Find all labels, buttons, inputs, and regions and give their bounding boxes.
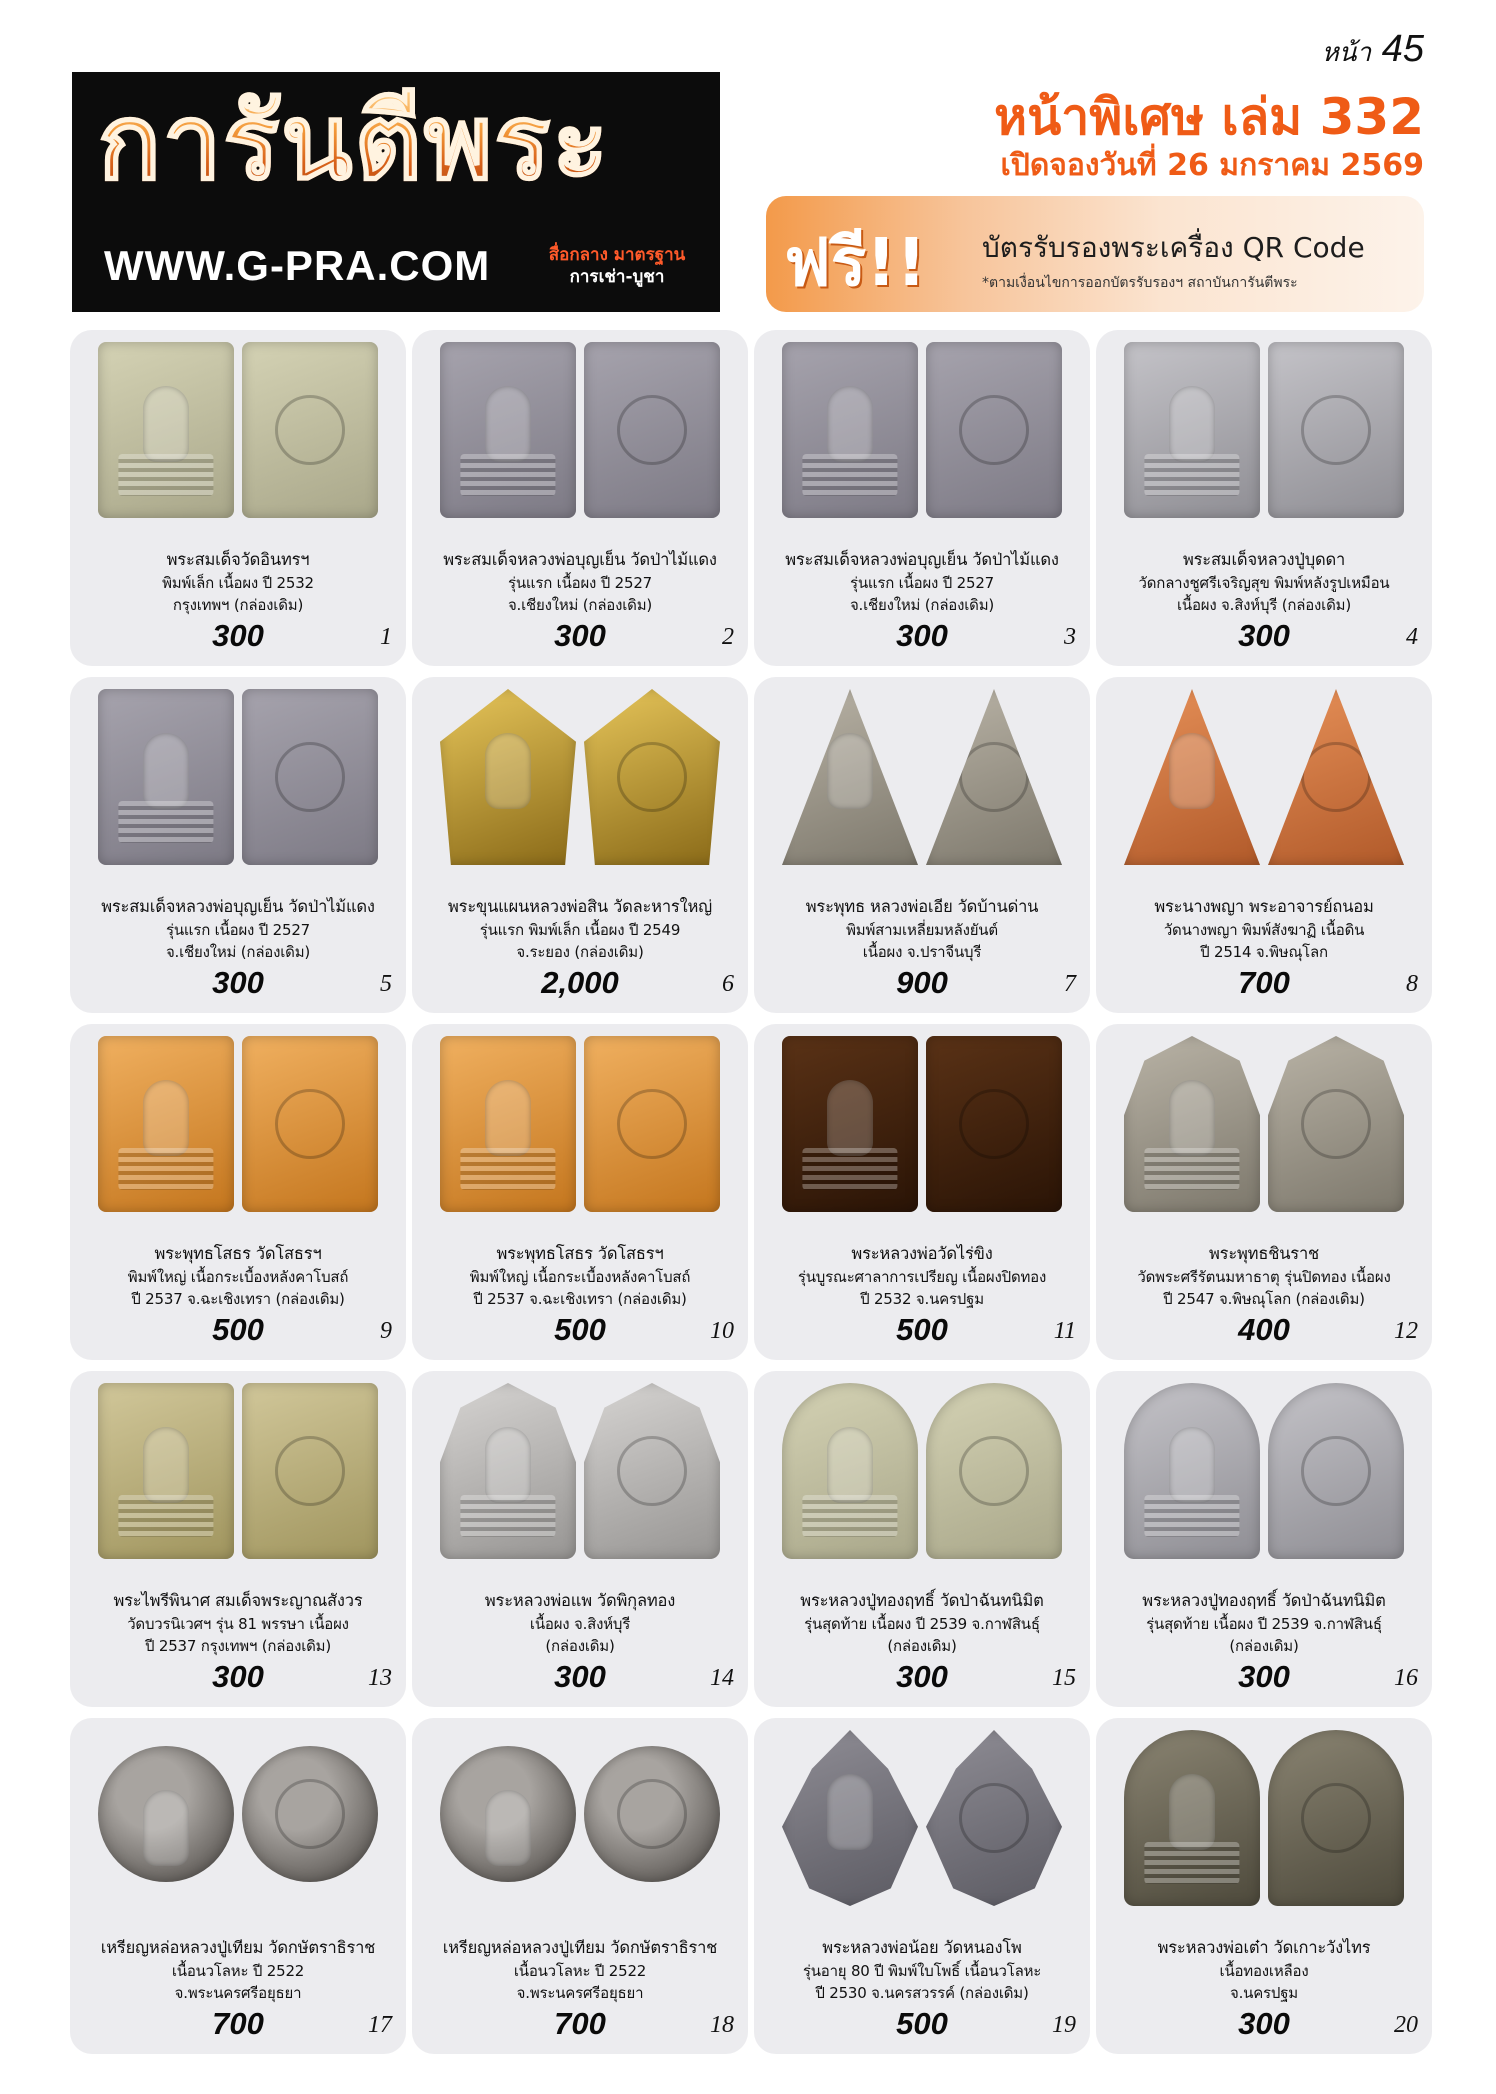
amulet-detail-line: รุ่นแรก เนื้อผง ปี 2527 — [507, 574, 653, 592]
item-number: 12 — [1394, 1318, 1418, 1344]
buddha-figure-icon — [1169, 1080, 1215, 1156]
amulet-detail-line: จ.เชียงใหม่ (กล่องเดิม) — [849, 596, 995, 614]
amulet-detail-line: รุ่นแรก พิมพ์เล็ก เนื้อผง ปี 2549 — [479, 921, 681, 939]
item-number: 18 — [710, 2012, 734, 2038]
amulet-detail-line: เนื้อนวโลหะ ปี 2522 — [513, 1962, 647, 1980]
amulet-detail-line: พิมพ์ใหญ่ เนื้อกระเบื้องหลังคาโบสถ์ — [469, 1268, 691, 1286]
yantra-mark-icon — [959, 395, 1029, 465]
amulet-detail-line: จ.พระนครศรีอยุธยา — [516, 1984, 644, 2002]
amulet-photo-front — [782, 689, 918, 865]
amulet-photo-front — [98, 1383, 234, 1559]
amulet-price: 300 — [896, 618, 948, 653]
pedestal-icon — [118, 1495, 213, 1537]
amulet-photo-front — [440, 689, 576, 865]
amulet-detail-line: รุ่นแรก เนื้อผง ปี 2527 — [165, 921, 311, 939]
amulet-price: 300 — [554, 1659, 606, 1694]
amulet-description — [70, 1242, 406, 1310]
amulet-description — [70, 895, 406, 963]
amulet-description — [754, 1936, 1090, 2004]
amulet-detail-line: ปี 2547 จ.พิษณุโลก (กล่องเดิม) — [1163, 1290, 1365, 1308]
buddha-figure-icon — [485, 1427, 531, 1503]
amulet-photo-back — [926, 1383, 1062, 1559]
yantra-mark-icon — [1301, 1089, 1371, 1159]
amulet-title: พระสมเด็จหลวงพ่อบุญเย็น วัดป่าไม้แดง — [101, 897, 375, 916]
amulet-detail-line: จ.เชียงใหม่ (กล่องเดิม) — [165, 943, 311, 961]
item-number: 7 — [1064, 971, 1076, 997]
amulet-price: 300 — [1238, 618, 1290, 653]
amulet-card[interactable] — [1096, 330, 1432, 666]
pedestal-icon — [802, 454, 897, 496]
amulet-detail-line: เนื้อผง จ.สิงห์บุรี — [529, 1615, 631, 1633]
amulet-title: พระขุนแผนหลวงพ่อสิน วัดละหารใหญ่ — [448, 897, 712, 916]
amulet-card[interactable] — [754, 1024, 1090, 1360]
amulet-detail-line: ปี 2537 จ.ฉะเชิงเทรา (กล่องเดิม) — [131, 1290, 345, 1308]
amulet-card[interactable] — [1096, 1718, 1432, 2054]
item-number: 8 — [1406, 971, 1418, 997]
amulet-photo-front — [440, 1036, 576, 1212]
booking-open-date: เปิดจองวันที่ 26 มกราคม 2569 — [1000, 148, 1424, 183]
amulet-detail-line: จ.พระนครศรีอยุธยา — [174, 1984, 302, 2002]
amulet-detail-line: รุ่นสุดท้าย เนื้อผง ปี 2539 จ.กาฬสินธุ์ — [1146, 1615, 1382, 1633]
amulet-title: พระหลวงพ่อวัดไร่ขิง — [851, 1244, 993, 1263]
amulet-title: พระหลวงปู่ทองฤทธิ์ วัดป่าฉันทนิมิต — [800, 1591, 1044, 1610]
yantra-mark-icon — [275, 1779, 345, 1849]
amulet-detail-line: ปี 2530 จ.นครสวรรค์ (กล่องเดิม) — [815, 1984, 1029, 2002]
amulet-card[interactable] — [412, 330, 748, 666]
amulet-price: 500 — [896, 1312, 948, 1347]
amulet-detail-line: กรุงเทพฯ (กล่องเดิม) — [172, 596, 304, 614]
amulet-card[interactable] — [754, 1718, 1090, 2054]
amulet-photo-back — [584, 1036, 720, 1212]
amulet-photo-front — [1124, 1383, 1260, 1559]
amulet-title: เหรียญหล่อหลวงปู่เทียม วัดกษัตราธิราช — [442, 1938, 718, 1957]
condition-note: *ตามเงื่อนไขการออกบัตรรับรองฯ สถาบันการันตีพระ — [982, 275, 1298, 291]
amulet-card[interactable] — [754, 1371, 1090, 1707]
amulet-photo-back — [1268, 1036, 1404, 1212]
amulet-price: 300 — [896, 1659, 948, 1694]
buddha-figure-icon — [827, 1080, 873, 1156]
item-number: 5 — [380, 971, 392, 997]
item-number: 17 — [368, 2012, 392, 2038]
amulet-photo-front — [1124, 1036, 1260, 1212]
logo-tagline-1: สื่อกลาง มาตรฐาน — [548, 245, 686, 265]
pedestal-icon — [1144, 1495, 1239, 1537]
item-number: 15 — [1052, 1665, 1076, 1691]
amulet-photo-back — [584, 342, 720, 518]
amulet-price: 300 — [212, 965, 264, 1000]
amulet-price: 400 — [1238, 1312, 1290, 1347]
amulet-card[interactable] — [70, 1371, 406, 1707]
amulet-description — [1096, 1242, 1432, 1310]
yantra-mark-icon — [275, 742, 345, 812]
buddha-figure-icon — [485, 1080, 531, 1156]
amulet-title: พระสมเด็จหลวงพ่อบุญเย็น วัดป่าไม้แดง — [785, 550, 1059, 569]
amulet-card[interactable] — [1096, 677, 1432, 1013]
amulet-detail-line: รุ่นอายุ 80 ปี พิมพ์ใบโพธิ์ เนื้อนวโลหะ — [802, 1962, 1042, 1980]
buddha-figure-icon — [143, 1080, 189, 1156]
amulet-detail-line: (กล่องเดิม) — [887, 1637, 957, 1655]
amulet-card[interactable] — [1096, 1024, 1432, 1360]
buddha-figure-icon — [143, 1427, 189, 1503]
buddha-figure-icon — [1169, 1427, 1215, 1503]
amulet-photo-back — [584, 1746, 720, 1882]
buddha-figure-icon — [143, 1790, 189, 1866]
pedestal-icon — [460, 1148, 555, 1190]
amulet-photo-back — [584, 689, 720, 865]
amulet-photo-back — [1268, 1383, 1404, 1559]
amulet-photo-back — [584, 1383, 720, 1559]
amulet-description — [412, 895, 748, 963]
amulet-price: 300 — [1238, 1659, 1290, 1694]
amulet-detail-line: จ.ระยอง (กล่องเดิม) — [516, 943, 644, 961]
amulet-photo-back — [242, 342, 378, 518]
amulet-title: พระพุทธ หลวงพ่อเอีย วัดบ้านด่าน — [805, 897, 1039, 916]
amulet-title: พระหลวงพ่อเต๋า วัดเกาะวังไทร — [1157, 1938, 1371, 1957]
amulet-description — [412, 1242, 748, 1310]
pedestal-icon — [118, 1148, 213, 1190]
amulet-detail-line: ปี 2537 กรุงเทพฯ (กล่องเดิม) — [144, 1637, 332, 1655]
amulet-description — [754, 1589, 1090, 1657]
amulet-description — [70, 1589, 406, 1657]
amulet-description — [1096, 895, 1432, 963]
amulet-photo-back — [926, 689, 1062, 865]
amulet-title: พระหลวงปู่ทองฤทธิ์ วัดป่าฉันทนิมิต — [1142, 1591, 1386, 1610]
amulet-detail-line: พิมพ์ใหญ่ เนื้อกระเบื้องหลังคาโบสถ์ — [127, 1268, 349, 1286]
amulet-card[interactable] — [754, 330, 1090, 666]
amulet-description — [754, 548, 1090, 616]
yantra-mark-icon — [275, 1089, 345, 1159]
page-number-label: หน้า — [1321, 38, 1372, 68]
amulet-photo-back — [1268, 342, 1404, 518]
amulet-detail-line: จ.เชียงใหม่ (กล่องเดิม) — [507, 596, 653, 614]
amulet-detail-line: (กล่องเดิม) — [545, 1637, 615, 1655]
buddha-figure-icon — [485, 1790, 531, 1866]
amulet-photo-front — [782, 1383, 918, 1559]
amulet-price: 700 — [212, 2006, 264, 2041]
amulet-card[interactable] — [754, 677, 1090, 1013]
special-issue-title: หน้าพิเศษ เล่ม 332 — [994, 88, 1424, 146]
amulet-description — [412, 1589, 748, 1657]
item-number: 14 — [710, 1665, 734, 1691]
certificate-text: บัตรรับรองพระเครื่อง QR Code — [982, 231, 1365, 264]
free-certificate-banner — [766, 196, 1424, 312]
amulet-detail-line: พิมพ์เล็ก เนื้อผง ปี 2532 — [162, 574, 314, 592]
pedestal-icon — [1144, 1842, 1239, 1884]
amulet-card[interactable] — [70, 330, 406, 666]
buddha-figure-icon — [143, 733, 189, 809]
amulet-price: 300 — [554, 618, 606, 653]
amulet-detail-line: วัดพระศรีรัตนมหาธาตุ รุ่นปิดทอง เนื้อผง — [1137, 1268, 1391, 1286]
amulet-photo-back — [242, 1383, 378, 1559]
amulet-price: 500 — [212, 1312, 264, 1347]
amulet-description — [754, 1242, 1090, 1310]
item-number: 13 — [368, 1665, 392, 1691]
amulet-detail-line: วัดนางพญา พิมพ์สังฆาฏิ เนื้อดิน — [1163, 921, 1365, 939]
yantra-mark-icon — [617, 1089, 687, 1159]
buddha-figure-icon — [1169, 386, 1215, 462]
amulet-description — [754, 895, 1090, 963]
item-number: 6 — [722, 971, 734, 997]
amulet-photo-front — [98, 689, 234, 865]
amulet-title: พระไพรีพินาศ สมเด็จพระญาณสังวร — [113, 1591, 363, 1610]
item-number: 9 — [380, 1318, 392, 1344]
yantra-mark-icon — [1301, 1436, 1371, 1506]
buddha-figure-icon — [143, 386, 189, 462]
amulet-detail-line: รุ่นแรก เนื้อผง ปี 2527 — [849, 574, 995, 592]
amulet-price: 500 — [554, 1312, 606, 1347]
amulet-photo-back — [1268, 689, 1404, 865]
pedestal-icon — [802, 1495, 897, 1537]
amulet-card[interactable] — [412, 1024, 748, 1360]
yantra-mark-icon — [959, 1783, 1029, 1853]
amulet-card[interactable] — [70, 1024, 406, 1360]
amulet-photo-front — [782, 1036, 918, 1212]
amulet-card[interactable] — [1096, 1371, 1432, 1707]
amulet-card[interactable] — [70, 677, 406, 1013]
amulet-photo-back — [242, 1036, 378, 1212]
amulet-detail-line: รุ่นบูรณะศาลาการเปรียญ เนื้อผงปิดทอง — [797, 1268, 1047, 1286]
amulet-detail-line: ปี 2537 จ.ฉะเชิงเทรา (กล่องเดิม) — [473, 1290, 687, 1308]
amulet-title: พระนางพญา พระอาจารย์ถนอม — [1154, 897, 1374, 916]
yantra-mark-icon — [959, 742, 1029, 812]
amulet-card[interactable] — [412, 677, 748, 1013]
page-number-value: 45 — [1381, 28, 1424, 70]
pedestal-icon — [118, 454, 213, 496]
amulet-photo-front — [440, 342, 576, 518]
buddha-figure-icon — [1169, 733, 1215, 809]
pedestal-icon — [118, 801, 213, 843]
amulet-detail-line: เนื้อผง จ.สิงห์บุรี (กล่องเดิม) — [1176, 596, 1351, 614]
logo-url[interactable]: WWW.G-PRA.COM — [104, 242, 491, 289]
amulet-detail-line: เนื้อนวโลหะ ปี 2522 — [171, 1962, 305, 1980]
amulet-photo-front — [1124, 1730, 1260, 1906]
buddha-figure-icon — [827, 733, 873, 809]
amulet-photo-front — [782, 342, 918, 518]
amulet-photo-back — [926, 342, 1062, 518]
amulet-description — [70, 548, 406, 616]
amulet-description — [412, 548, 748, 616]
yantra-mark-icon — [617, 395, 687, 465]
amulet-card[interactable] — [412, 1371, 748, 1707]
amulet-photo-front — [440, 1383, 576, 1559]
logo — [72, 72, 720, 312]
amulet-price: 2,000 — [541, 965, 619, 1000]
yantra-mark-icon — [1301, 395, 1371, 465]
amulet-title: พระพุทธชินราช — [1208, 1244, 1320, 1263]
amulet-photo-back — [926, 1730, 1062, 1906]
amulet-detail-line: รุ่นสุดท้าย เนื้อผง ปี 2539 จ.กาฬสินธุ์ — [804, 1615, 1040, 1633]
amulet-price: 300 — [212, 1659, 264, 1694]
amulet-photo-back — [242, 689, 378, 865]
amulet-title: พระหลวงพ่อน้อย วัดหนองโพ — [822, 1938, 1022, 1957]
yantra-mark-icon — [617, 1436, 687, 1506]
amulet-description — [1096, 1589, 1432, 1657]
amulet-detail-line: เนื้อผง จ.ปราจีนบุรี — [862, 943, 982, 961]
item-number: 1 — [380, 624, 392, 650]
amulet-title: พระสมเด็จวัดอินทรฯ — [166, 550, 310, 569]
yantra-mark-icon — [1301, 742, 1371, 812]
amulet-title: เหรียญหล่อหลวงปู่เทียม วัดกษัตราธิราช — [100, 1938, 376, 1957]
amulet-detail-line: ปี 2514 จ.พิษณุโลก — [1200, 943, 1328, 961]
amulet-detail-line: พิมพ์สามเหลี่ยมหลังยันต์ — [846, 921, 998, 939]
yantra-mark-icon — [959, 1436, 1029, 1506]
amulet-title: พระพุทธโสธร วัดโสธรฯ — [154, 1244, 322, 1263]
amulet-detail-line: จ.นครปฐม — [1230, 1984, 1298, 2002]
logo-tagline — [524, 244, 710, 288]
yantra-mark-icon — [1301, 1783, 1371, 1853]
amulet-price: 900 — [896, 965, 948, 1000]
amulet-photo-back — [242, 1746, 378, 1882]
amulet-title: พระหลวงพ่อแพ วัดพิกุลทอง — [484, 1591, 676, 1610]
yantra-mark-icon — [617, 742, 687, 812]
item-number: 19 — [1052, 2012, 1076, 2038]
amulet-price: 700 — [554, 2006, 606, 2041]
amulet-description — [412, 1936, 748, 2004]
amulet-card[interactable] — [412, 1718, 748, 2054]
buddha-figure-icon — [485, 386, 531, 462]
amulet-detail-line: วัดบวรนิเวศฯ รุ่น 81 พรรษา เนื้อผง — [127, 1615, 349, 1633]
pedestal-icon — [460, 454, 555, 496]
page-number — [1322, 28, 1424, 73]
amulet-photo-front — [98, 1746, 234, 1882]
buddha-figure-icon — [1169, 1774, 1215, 1850]
amulet-description — [70, 1936, 406, 2004]
yantra-mark-icon — [275, 1436, 345, 1506]
item-number: 10 — [710, 1318, 734, 1344]
amulet-photo-back — [1268, 1730, 1404, 1906]
logo-tagline-2: การเช่า-บูชา — [569, 267, 665, 287]
item-number: 16 — [1394, 1665, 1418, 1691]
amulet-price: 300 — [1238, 2006, 1290, 2041]
buddha-figure-icon — [485, 733, 531, 809]
amulet-photo-front — [1124, 689, 1260, 865]
amulet-photo-front — [440, 1746, 576, 1882]
amulet-detail-line: (กล่องเดิม) — [1229, 1637, 1299, 1655]
amulet-detail-line: ปี 2532 จ.นครปฐม — [860, 1290, 984, 1308]
amulet-price: 500 — [896, 2006, 948, 2041]
item-number: 11 — [1053, 1318, 1076, 1344]
amulet-title: พระสมเด็จหลวงพ่อบุญเย็น วัดป่าไม้แดง — [443, 550, 717, 569]
amulet-card[interactable] — [70, 1718, 406, 2054]
logo-title: การันตีพระ — [98, 81, 611, 203]
yantra-mark-icon — [959, 1089, 1029, 1159]
item-number: 20 — [1394, 2012, 1418, 2038]
yantra-mark-icon — [617, 1779, 687, 1849]
yantra-mark-icon — [275, 395, 345, 465]
pedestal-icon — [1144, 1148, 1239, 1190]
pedestal-icon — [802, 1148, 897, 1190]
item-number: 4 — [1406, 624, 1418, 650]
pedestal-icon — [1144, 454, 1239, 496]
buddha-figure-icon — [827, 386, 873, 462]
amulet-detail-line: วัดกลางชูศรีเจริญสุข พิมพ์หลังรูปเหมือน — [1138, 574, 1390, 592]
amulet-photo-front — [98, 342, 234, 518]
item-number: 3 — [1064, 624, 1076, 650]
free-label: ฟรี!! — [784, 224, 927, 301]
amulet-price: 700 — [1238, 965, 1290, 1000]
amulet-photo-front — [782, 1730, 918, 1906]
amulet-description — [1096, 1936, 1432, 2004]
amulet-photo-front — [98, 1036, 234, 1212]
amulet-title: พระพุทธโสธร วัดโสธรฯ — [496, 1244, 664, 1263]
amulet-grid — [70, 330, 1434, 2054]
item-number: 2 — [722, 624, 734, 650]
amulet-photo-front — [1124, 342, 1260, 518]
amulet-description — [1096, 548, 1432, 616]
pedestal-icon — [460, 1495, 555, 1537]
amulet-detail-line: เนื้อทองเหลือง — [1219, 1962, 1309, 1980]
buddha-figure-icon — [827, 1774, 873, 1850]
amulet-photo-back — [926, 1036, 1062, 1212]
amulet-price: 300 — [212, 618, 264, 653]
buddha-figure-icon — [827, 1427, 873, 1503]
amulet-title: พระสมเด็จหลวงปู่บุดดา — [1182, 550, 1346, 569]
